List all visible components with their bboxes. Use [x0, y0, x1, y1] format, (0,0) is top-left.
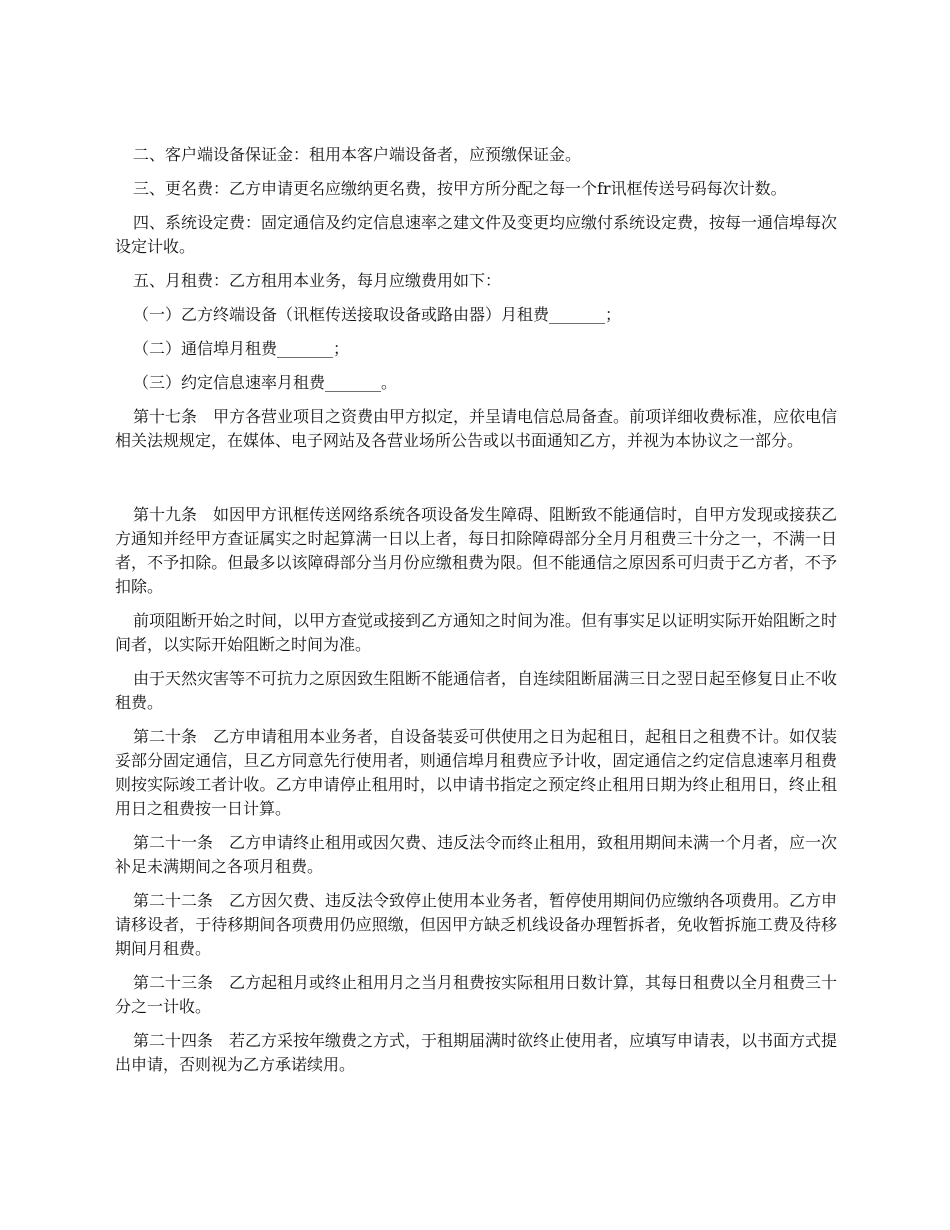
clause-rename-fee: 三、更名费：乙方申请更名应缴纳更名费，按甲方所分配之每一个fr讯框传送号码每次计数。 [133, 179, 787, 198]
clause-system-setup-fee: 四、系统设定费：固定通信及约定信息速率之建文件及变更均应缴付系统设定费，按每一通信埠每次设定计收。 [115, 213, 838, 256]
article-19: 第十九条 如因甲方讯框传送网络系统各项设备发生障碍、阻断致不能通信时，自甲方发现或接获乙方通知并经甲方查证属实之时起算满一日以上者，每日扣除障碍部分全月月租费三十分之一，不满一日者，不予扣除。但最多以该障碍部分当月份应缴租费为限。但不能通信之原因系可归责于乙方者，不予扣除。 [115, 505, 838, 596]
document-page [115, 143, 837, 1087]
article-24: 第二十四条 若乙方采按年缴费之方式，于租期届满时欲终止使用者，应填写申请表，以书面方式提出申请，否则视为乙方承诺续用。 [115, 1031, 838, 1074]
clause-cir-rent: （三）约定信息速率月租费_______。 [133, 373, 398, 392]
section-gap [115, 463, 837, 503]
article-22: 第二十二条 乙方因欠费、违反法令致停止使用本业务者，暂停使用期间仍应缴纳各项费用。乙方申请移设者，于待移期间各项费用仍应照缴，但因甲方缺乏机线设备办理暂拆者，免收暂拆施工费及待移期间月租费。 [115, 891, 838, 958]
article-19-force-majeure: 由于天然灾害等不可抗力之原因致生阻断不能通信者，自连续阻断届满三日之翌日起至修复日止不收租费。 [115, 669, 838, 712]
article-23: 第二十三条 乙方起租月或终止租用月之当月租费按实际租用日数计算，其每日租费以全月租费三十分之一计收。 [115, 973, 838, 1016]
article-21: 第二十一条 乙方申请终止租用或因欠费、违反法令而终止租用，致租用期间未满一个月者，应一次补足未满期间之各项月租费。 [115, 833, 838, 876]
article-19-interruption-time: 前项阻断开始之时间，以甲方查觉或接到乙方通知之时间为准。但有事实足以证明实际开始阻断之时间者，以实际开始阻断之时间为准。 [115, 611, 838, 654]
clause-port-rent: （二）通信埠月租费_______； [133, 339, 350, 358]
clause-monthly-rent: 五、月租费：乙方租用本业务，每月应缴费用如下： [133, 271, 502, 290]
clause-deposit: 二、客户端设备保证金：租用本客户端设备者，应预缴保证金。 [133, 145, 582, 164]
article-17: 第十七条 甲方各营业项目之资费由甲方拟定，并呈请电信总局备查。前项详细收费标准，应依电信相关法规规定，在媒体、电子网站及各营业场所公告或以书面通知乙方，并视为本协议之一部分。 [115, 407, 838, 450]
clause-terminal-rent: （一）乙方终端设备（讯框传送接取设备或路由器）月租费_______； [133, 305, 622, 324]
article-20: 第二十条 乙方申请租用本业务者，自设备装妥可供使用之日为起租日，起租日之租费不计。如仅装妥部分固定通信，旦乙方同意先行使用者，则通信埠月租费应予计收，固定通信之约定信息速率月租费则按实际竣工者计收。乙方申请停止租用时，以申请书指定之预定终止租用日期为终止租用日，终止租用日之租费按一日计算。 [115, 727, 838, 818]
